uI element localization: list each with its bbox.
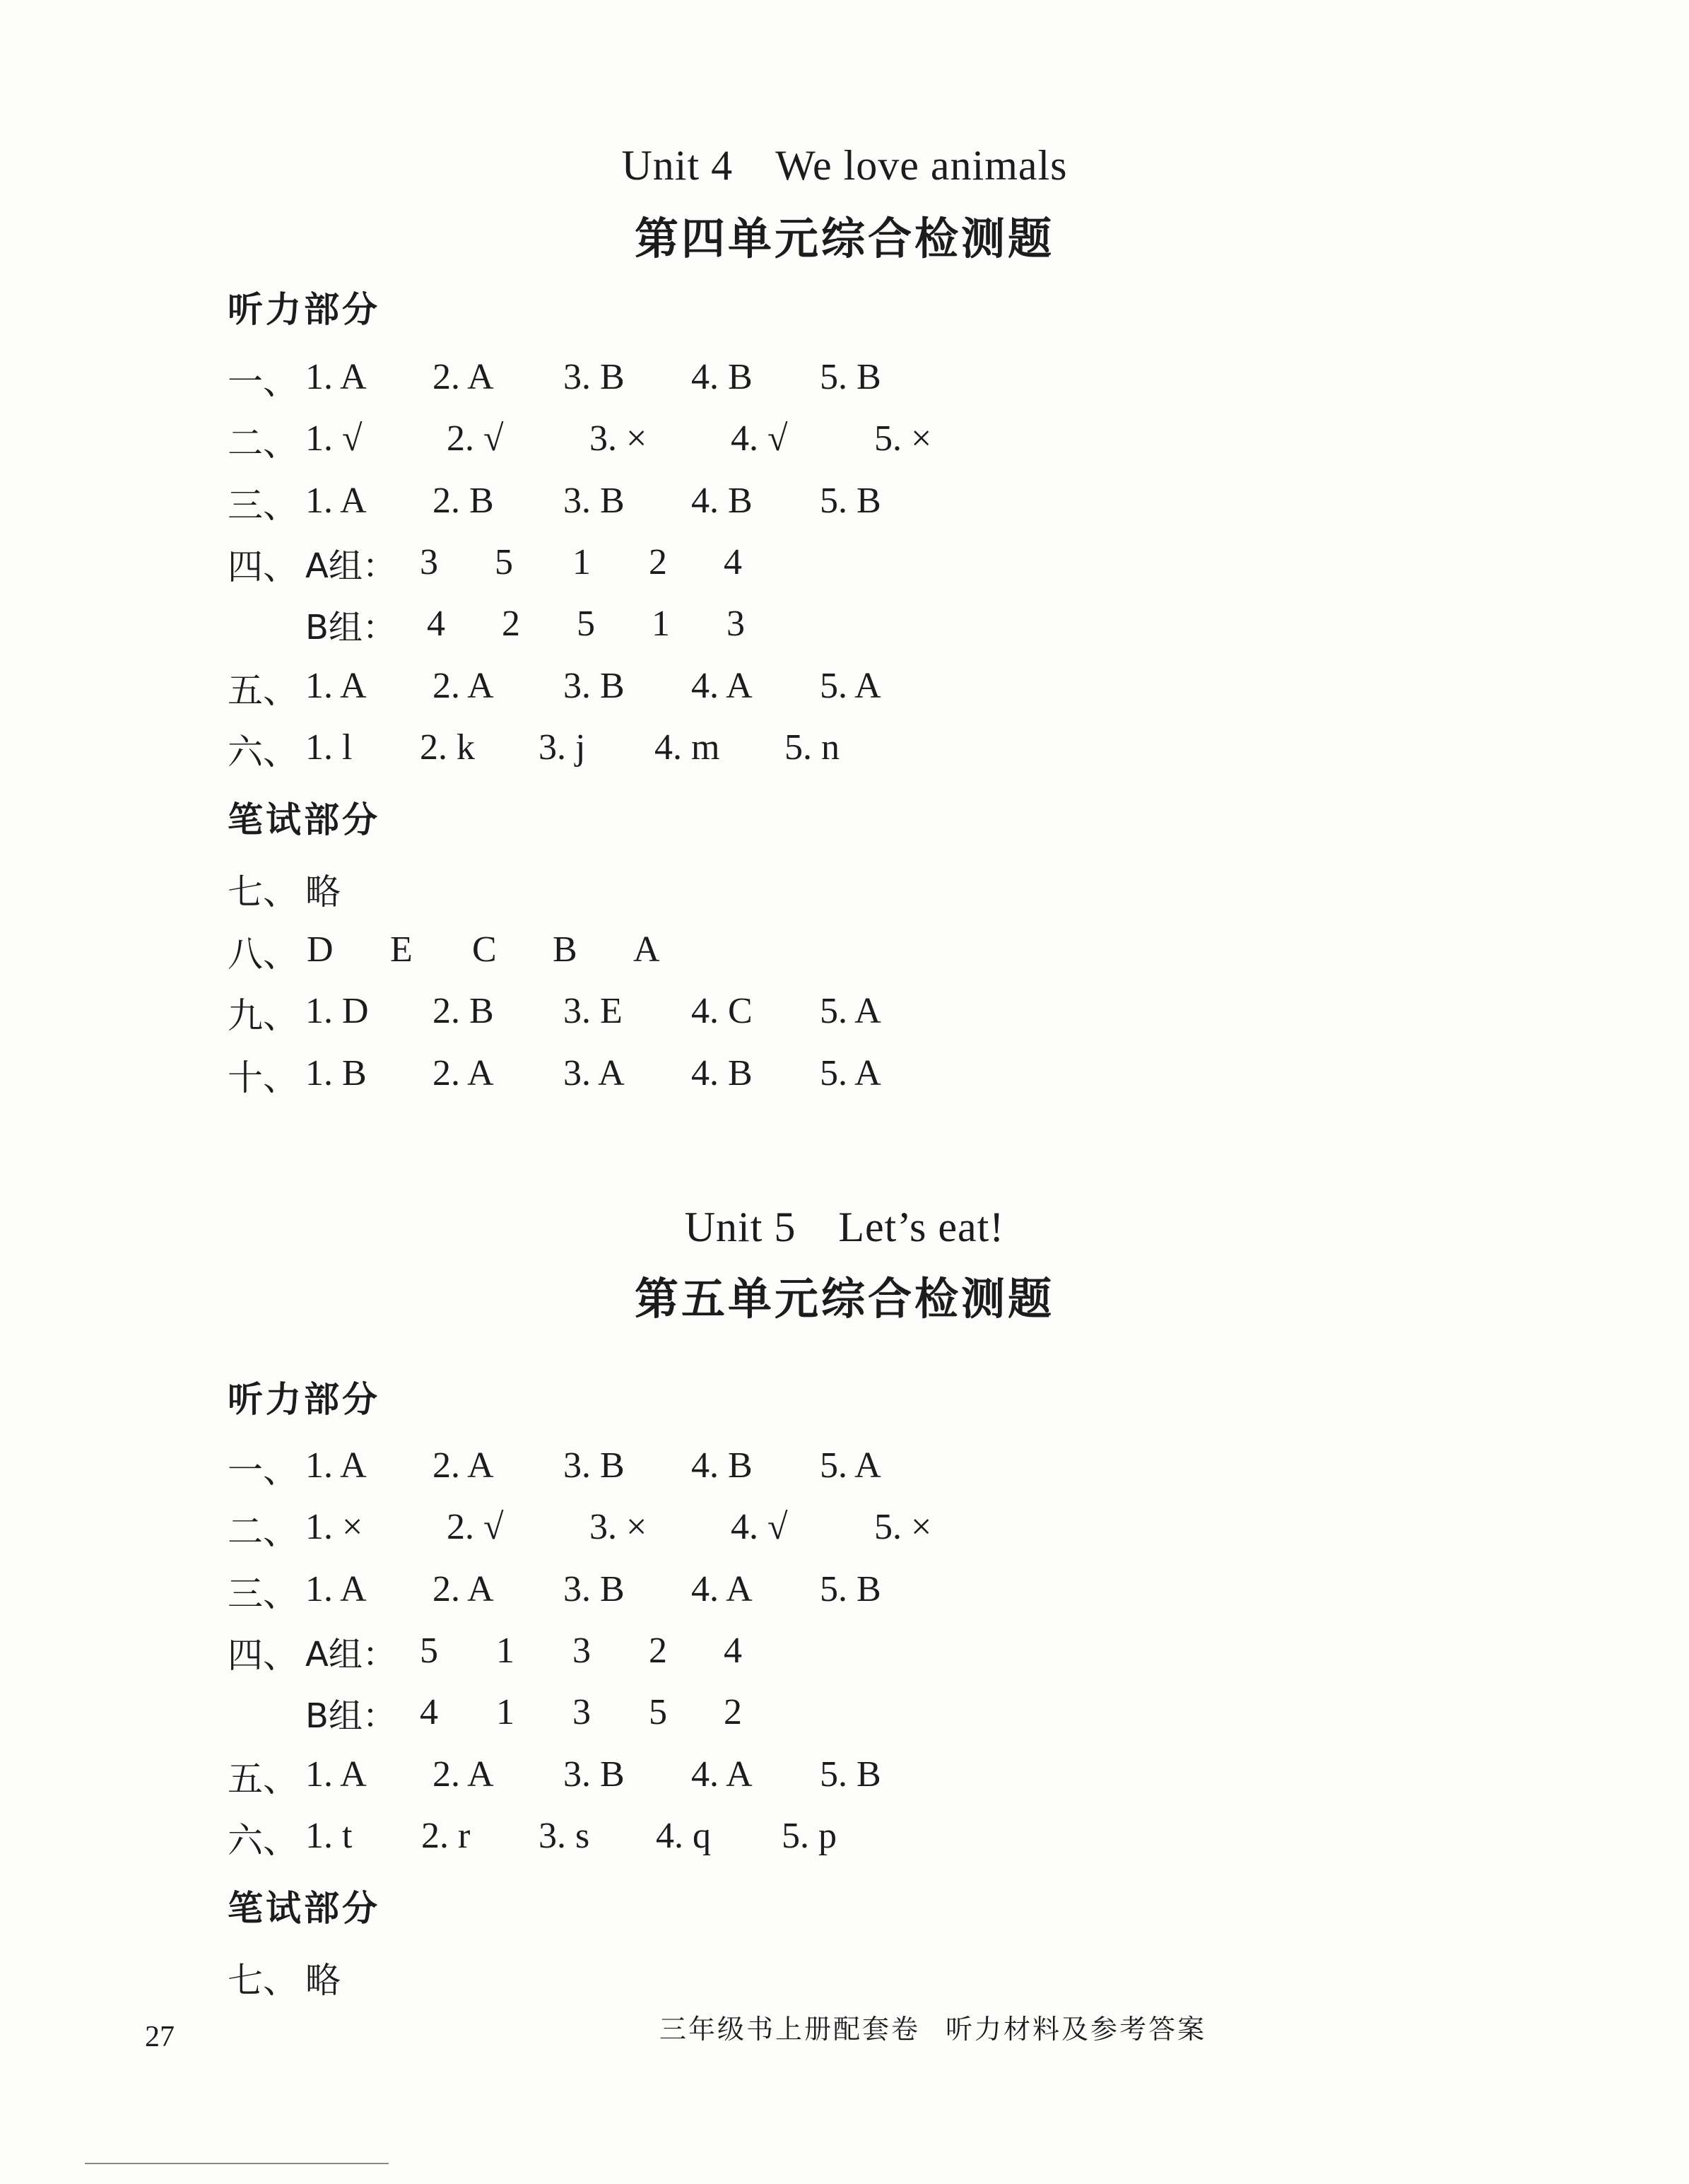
- answer: 1. √: [305, 418, 363, 459]
- group-label: B组：: [305, 608, 396, 647]
- answer: 5: [649, 1692, 667, 1732]
- answer: 4. m: [654, 727, 720, 768]
- answer: 2: [724, 1692, 742, 1732]
- answer: 1: [496, 1631, 514, 1671]
- answer: 1. l: [305, 727, 353, 768]
- answer: E: [390, 929, 413, 970]
- answer: 2. A: [432, 357, 494, 397]
- answer: 2. B: [432, 991, 494, 1031]
- answer: 5. A: [820, 666, 881, 706]
- answer: 4: [420, 1692, 438, 1732]
- answer: 2: [649, 1631, 667, 1671]
- unit-number: Unit 4: [621, 142, 734, 189]
- answer: 4. √: [731, 418, 788, 459]
- question-number: 六、: [228, 732, 298, 773]
- question-number: 五、: [228, 670, 298, 711]
- answer: 1. t: [305, 1816, 353, 1856]
- answer: 1. B: [305, 1053, 367, 1093]
- answer: 3. ×: [589, 1507, 647, 1547]
- answer: 5. A: [820, 1445, 881, 1486]
- answer: 1. A: [305, 1445, 367, 1486]
- unit-4-chinese-title: 第四单元综合检测题: [634, 213, 1054, 264]
- answer: 3. E: [563, 991, 623, 1031]
- answer: 2. A: [432, 1569, 494, 1609]
- answer: 3. B: [563, 666, 625, 706]
- answer: 2. √: [447, 1507, 504, 1547]
- page-footer: [0, 2007, 1689, 2046]
- answer: 3. B: [563, 481, 625, 521]
- answer: 5. A: [820, 1053, 881, 1093]
- answer: 5. B: [820, 1569, 881, 1609]
- unit-5-english-title: [0, 1203, 1689, 1252]
- question-number: 一、: [228, 1450, 298, 1491]
- unit-number: Unit 5: [684, 1204, 796, 1250]
- question-number: 五、: [228, 1759, 298, 1800]
- question-number: 三、: [228, 1573, 298, 1614]
- answer: 2. r: [421, 1816, 471, 1856]
- group-label: A组：: [305, 546, 396, 586]
- answer: 1. ×: [305, 1507, 363, 1547]
- answer: 1: [572, 542, 591, 582]
- unit-name: Let’s eat!: [838, 1204, 1005, 1250]
- answer: 5. B: [820, 357, 881, 397]
- question-number: 四、: [228, 546, 298, 587]
- answer: 3: [572, 1692, 591, 1732]
- answer: 3: [726, 604, 745, 644]
- question-number: 三、: [228, 485, 298, 526]
- answer-omitted: 略: [305, 1960, 341, 2001]
- answer: 4. A: [691, 1569, 753, 1609]
- page-number: 27: [145, 2021, 175, 2053]
- question-number: 七、: [228, 1960, 298, 2001]
- answer: 1. A: [305, 1754, 367, 1795]
- answer: 5. ×: [874, 418, 932, 459]
- group-label: A组：: [305, 1635, 396, 1674]
- answer: 4. B: [691, 1445, 753, 1486]
- answer: 4. B: [691, 357, 753, 397]
- question-number: 八、: [228, 934, 298, 975]
- answer: 3. B: [563, 1445, 625, 1486]
- answer: 1. A: [305, 357, 367, 397]
- answer: 4: [427, 604, 445, 644]
- answer: 4: [724, 1631, 742, 1671]
- answer: A: [633, 929, 660, 970]
- question-number: 六、: [228, 1820, 298, 1861]
- written-section-heading: 笔试部分: [228, 799, 380, 840]
- answer: 2. √: [447, 418, 504, 459]
- answer: 4. C: [691, 991, 753, 1031]
- unit-4-english-title: [0, 141, 1689, 190]
- question-number: 二、: [228, 423, 298, 464]
- question-number: 二、: [228, 1511, 298, 1552]
- answer: 1: [496, 1692, 514, 1732]
- answer: 5. ×: [874, 1507, 932, 1547]
- answer: 1. A: [305, 666, 367, 706]
- answer: 5. B: [820, 1754, 881, 1795]
- answer: 4. B: [691, 481, 753, 521]
- answer: 3. A: [563, 1053, 625, 1093]
- listening-section-heading: 听力部分: [228, 1379, 380, 1420]
- answer: 5. p: [782, 1816, 837, 1856]
- answer: 4. B: [691, 1053, 753, 1093]
- answer: 5. A: [820, 991, 881, 1031]
- bottom-rule: [85, 2163, 389, 2164]
- group-label: B组：: [305, 1696, 396, 1736]
- answer: 3. s: [539, 1816, 590, 1856]
- answer: 1. D: [305, 991, 369, 1031]
- unit-5-chinese-title: 第五单元综合检测题: [634, 1273, 1054, 1325]
- answer: 5: [420, 1631, 438, 1671]
- answer: 1: [652, 604, 670, 644]
- answer: 3. B: [563, 357, 625, 397]
- answer: 3. B: [563, 1754, 625, 1795]
- listening-section-heading: 听力部分: [228, 289, 380, 330]
- answer: 3. ×: [589, 418, 647, 459]
- answer: C: [472, 929, 497, 970]
- question-number: 四、: [228, 1635, 298, 1676]
- answer: B: [553, 929, 577, 970]
- answer: 3: [420, 542, 438, 582]
- answer: 1. A: [305, 481, 367, 521]
- answer: D: [307, 929, 334, 970]
- answer: 2. A: [432, 1754, 494, 1795]
- answer: 2: [649, 542, 667, 582]
- answer: 2. A: [432, 1445, 494, 1486]
- question-number: 一、: [228, 361, 298, 402]
- question-number: 七、: [228, 871, 298, 912]
- answer: 4. A: [691, 1754, 753, 1795]
- answer: 2. k: [420, 727, 475, 768]
- answer: 5: [495, 542, 513, 582]
- footer-section-title: 听力材料及参考答案: [946, 2014, 1207, 2045]
- answer: 5: [577, 604, 595, 644]
- answer: 4. A: [691, 666, 753, 706]
- answer: 3: [572, 1631, 591, 1671]
- answer: 4: [724, 542, 742, 582]
- question-number: 十、: [228, 1057, 298, 1098]
- question-number: 九、: [228, 995, 298, 1036]
- answer: 1. A: [305, 1569, 367, 1609]
- answer: 2: [502, 604, 520, 644]
- answer: 4. q: [656, 1816, 711, 1856]
- answer: 2. B: [432, 481, 494, 521]
- unit-name: We love animals: [775, 142, 1068, 189]
- answer: 5. B: [820, 481, 881, 521]
- footer-book-title: 三年级书上册配套卷: [659, 2014, 920, 2045]
- answer: 4. √: [731, 1507, 788, 1547]
- answer: 3. B: [563, 1569, 625, 1609]
- answer: 2. A: [432, 1053, 494, 1093]
- answer: 5. n: [784, 727, 840, 768]
- answer: 3. j: [539, 727, 586, 768]
- answer-omitted: 略: [305, 871, 341, 912]
- written-section-heading: 笔试部分: [228, 1888, 380, 1929]
- answer: 2. A: [432, 666, 494, 706]
